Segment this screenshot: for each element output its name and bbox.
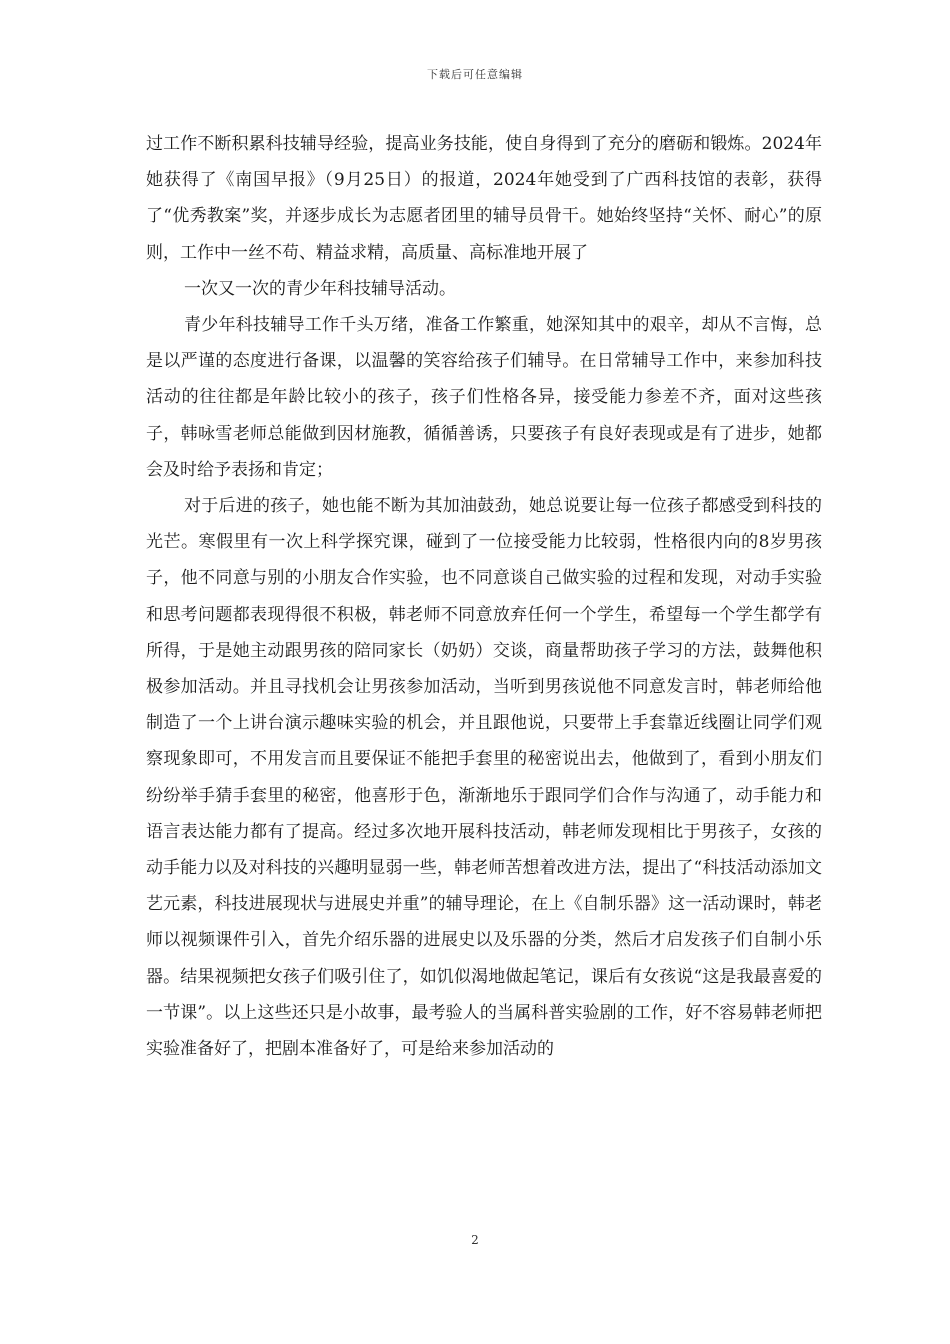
page-header: 下载后可任意编辑	[427, 68, 523, 81]
page-number: 2	[471, 1233, 479, 1247]
paragraph-4: 对于后进的孩子，她也能不断为其加油鼓劲，她总说要让每一位孩子都感受到科技的光芒。寒假里有一次上科学探究课，碰到了一位接受能力比较弱，性格很内向的8岁男孩子，他不同意与别的小朋友合作实验，也不同意谈自己做实验的过程和发现，对动手实验和思考问题都表现得很不积极，韩老师不同意放弃任何一个学生，希望每一个学生都学有所得，于是她主动跟男孩的陪同家长（奶奶）交谈，商量帮助孩子学习的方法，鼓舞他积极参加活动。并且寻找机会让男孩参加活动，当听到男孩说他不同意发言时，韩老师给他制造了一个上讲台演示趣味实验的机会，并且跟他说，只要带上手套靠近线圈让同学们观察现象即可，不用发言而且要保证不能把手套里的秘密说出去，他做到了，看到小朋友们纷纷举手猜手套里的秘密，他喜形于色，渐渐地乐于跟同学们合作与沟通了，动手能力和语言表达能力都有了提高。经过多次地开展科技活动，韩老师发现相比于男孩子，女孩的动手能力以及对科技的兴趣明显弱一些，韩老师苦想着改进方法，提出了“科技活动添加文艺元素，科技进展现状与进展史并重”的辅导理论，在上《自制乐器》这一活动课时，韩老师以视频课件引入，首先介绍乐器的进展史以及乐器的分类，然后才启发孩子们自制小乐器。结果视频把女孩子们吸引住了，如饥似渴地做起笔记，课后有女孩说“这是我最喜爱的一节课”。以上这些还只是小故事，最考验人的当属科普实验剧的工作，好不容易韩老师把实验准备好了，把剧本准备好了，可是给来参加活动的	[146, 496, 822, 1060]
document-body	[146, 126, 822, 1067]
paragraph-1: 过工作不断积累科技辅导经验，提高业务技能，使自身得到了充分的磨砺和锻炼。2024年她获得了《南国早报》（9月25日）的报道，2024年她受到了广西科技馆的表彰，获得了“优秀教案”奖，并逐步成长为志愿者团里的辅导员骨干。她始终坚持“关怀、耐心”的原则，工作中一丝不苟、精益求精，高质量、高标准地开展了	[146, 134, 822, 263]
paragraph-2: 一次又一次的青少年科技辅导活动。	[184, 278, 456, 299]
paragraph-3: 青少年科技辅导工作千头万绪，准备工作繁重，她深知其中的艰辛，却从不言悔，总是以严谨的态度进行备课，以温馨的笑容给孩子们辅导。在日常辅导工作中，来参加科技活动的往往都是年龄比较小的孩子，孩子们性格各异，接受能力参差不齐，面对这些孩子，韩咏雪老师总能做到因材施教，循循善诱，只要孩子有良好表现或是有了进步，她都会及时给予表扬和肯定；	[146, 315, 822, 480]
